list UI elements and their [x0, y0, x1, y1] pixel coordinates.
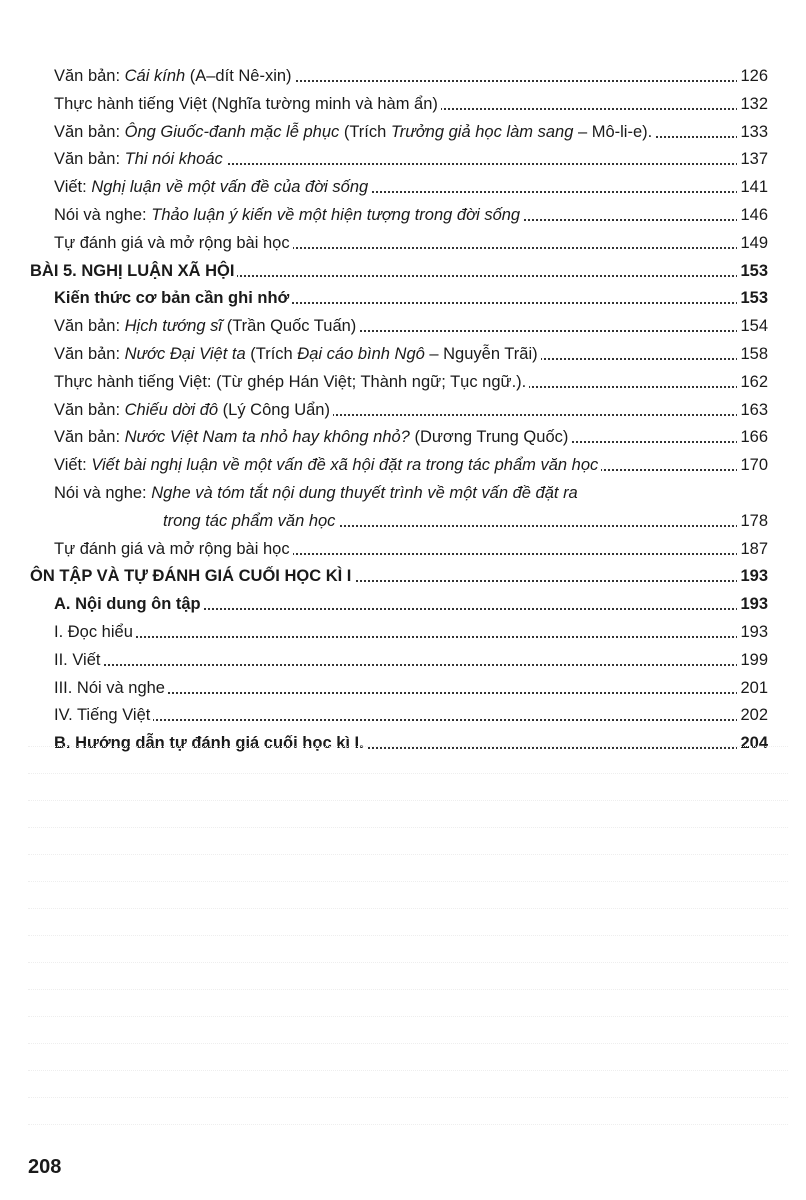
toc-entry-title	[54, 455, 601, 475]
toc-entry-title	[54, 539, 293, 559]
toc-entry	[0, 116, 806, 142]
toc-entry-page: 193	[737, 594, 768, 614]
title-segment: Nước Đại Việt ta	[124, 345, 246, 363]
toc-entry	[0, 616, 806, 642]
title-segment: ÔN TẬP VÀ TỰ ĐÁNH GIÁ CUỐI HỌC KÌ I	[30, 567, 352, 586]
title-segment: – Nguyễn Trãi)	[424, 345, 538, 363]
page-number: 208	[28, 1156, 62, 1178]
toc-entry-page: 202	[737, 705, 768, 725]
dot-leader	[64, 664, 766, 666]
toc-entry	[0, 199, 806, 225]
title-segment: Tự đánh giá và mở rộng bài học	[54, 539, 290, 558]
title-segment: (Trích	[245, 345, 298, 363]
toc-entry-page: 193	[737, 622, 768, 642]
toc-entry-title	[30, 261, 237, 281]
title-segment: Văn bản:	[54, 150, 125, 169]
bleed-through-background	[28, 720, 788, 1140]
title-segment: Trưởng giả học làm sang	[390, 122, 574, 141]
toc-entry-title	[54, 177, 371, 197]
toc-entry-page: 141	[737, 177, 768, 197]
toc-entry-title	[163, 511, 338, 531]
title-segment: IV. Tiếng Việt	[54, 706, 151, 725]
toc-entry-title	[30, 566, 354, 586]
title-segment: (Lý Công Uẩn)	[218, 400, 330, 419]
toc-entry	[0, 644, 806, 670]
title-segment: (A–dít Nê-xin)	[185, 67, 292, 85]
toc-entry	[0, 366, 806, 392]
toc-entry-title	[54, 372, 529, 392]
title-segment: Ông Giuốc-đanh mặc lễ phục	[124, 122, 340, 141]
toc-entry-title	[54, 233, 293, 253]
title-segment: Nói và nghe:	[54, 484, 152, 502]
title-segment: Viết:	[54, 178, 92, 197]
dot-leader	[64, 692, 766, 694]
toc-entry-title	[54, 205, 523, 225]
toc-entry	[0, 672, 806, 698]
title-segment: Văn bản:	[54, 428, 125, 447]
title-segment: A. Nội dung ôn tập	[54, 595, 201, 614]
title-segment: II. Viết	[54, 650, 101, 669]
toc-entry-title	[54, 66, 295, 86]
toc-entry-page: 153	[737, 288, 768, 308]
title-segment: (Trần Quốc Tuấn)	[222, 317, 357, 336]
toc-entry-page: 149	[737, 233, 768, 253]
toc-entry-page: 146	[737, 205, 768, 225]
toc-entry	[0, 560, 806, 586]
toc-entry	[0, 282, 806, 308]
toc-entry	[0, 394, 806, 420]
toc-entry-page: 178	[737, 511, 768, 531]
toc-entry-title	[54, 678, 168, 698]
dot-leader	[64, 636, 766, 638]
toc-entry-title	[54, 149, 226, 169]
title-segment: Văn bản:	[54, 67, 125, 85]
title-segment: Cái kính	[124, 67, 186, 85]
toc-entry-page: 201	[737, 678, 768, 698]
toc-entry-title	[54, 594, 204, 614]
toc-entry	[0, 588, 806, 614]
title-segment: Hịch tướng sĩ	[124, 317, 223, 336]
title-segment: Nước Việt Nam ta nhỏ hay không nhỏ?	[124, 428, 410, 447]
toc-entry-title	[54, 483, 581, 503]
toc-entry-page: 166	[737, 427, 768, 447]
toc-entry	[0, 88, 806, 114]
toc-entry-page: 154	[737, 316, 768, 336]
title-segment: Nói và nghe:	[54, 206, 152, 224]
toc-entry-page: 158	[737, 344, 768, 364]
toc-entry-page: 204	[737, 733, 768, 753]
toc-entry-page: 126	[737, 66, 768, 86]
toc-entry-page: 132	[737, 94, 768, 114]
toc-entry-page: 193	[737, 566, 768, 586]
toc-entry	[0, 227, 806, 253]
title-segment: Thảo luận ý kiến về một hiện tượng trong đời sống	[151, 206, 521, 224]
title-segment: Thi nói khoác	[124, 150, 223, 169]
title-segment: Viết bài nghị luận về một vấn đề xã hội đặt ra trong tác phẩm văn học	[91, 456, 599, 475]
title-segment: Văn bản:	[54, 345, 125, 363]
title-segment: I. Đọc hiểu	[54, 623, 133, 641]
toc-entry-page: 137	[737, 149, 768, 169]
toc-entry-title	[54, 400, 333, 420]
toc-entry	[0, 421, 806, 447]
title-segment: Văn bản:	[54, 317, 125, 336]
toc-entry	[0, 60, 806, 86]
title-segment: Nghe và tóm tắt nội dung thuyết trình về một vấn đề đặt ra	[151, 484, 578, 502]
title-segment: BÀI 5. NGHỊ LUẬN XÃ HỘI	[30, 261, 235, 280]
toc-entry	[0, 143, 806, 169]
toc-entry-title	[54, 622, 136, 642]
title-segment: trong tác phẩm văn học	[163, 511, 336, 530]
toc-entry-page: 199	[737, 650, 768, 670]
title-segment: Thực hành tiếng Việt: (Từ ghép Hán Việt; Thành ngữ; Tục ngữ.).	[54, 372, 527, 391]
title-segment: III. Nói và nghe	[54, 678, 165, 697]
title-segment: Chiếu dời đô	[124, 400, 219, 419]
toc-entry-page: 187	[737, 539, 768, 559]
toc-entry-title	[54, 288, 292, 308]
toc-entry	[0, 310, 806, 336]
title-segment: Tự đánh giá và mở rộng bài học	[54, 233, 290, 252]
title-segment: Văn bản:	[54, 400, 125, 419]
toc-entry-title	[54, 650, 103, 670]
toc-entry-page: 163	[737, 400, 768, 420]
title-segment: Văn bản:	[54, 122, 125, 141]
title-segment: – Mô-li-e).	[573, 122, 653, 141]
title-segment: Viết:	[54, 456, 92, 475]
title-segment: Đại cáo bình Ngô	[297, 345, 425, 363]
title-segment: (Trích	[339, 122, 391, 141]
toc-entry	[0, 449, 806, 475]
toc-entry-page: 170	[737, 455, 768, 475]
title-segment: (Dương Trung Quốc)	[409, 428, 569, 447]
toc-entry	[0, 338, 806, 364]
toc-entry	[0, 505, 806, 531]
toc-entry	[0, 255, 806, 281]
toc-entry	[0, 171, 806, 197]
toc-entry-page: 153	[737, 261, 768, 281]
toc-entry-page: 162	[737, 372, 768, 392]
title-segment: Thực hành tiếng Việt (Nghĩa tường minh và hàm ẩn)	[54, 94, 438, 113]
toc-entry-title	[54, 344, 541, 364]
toc-entry	[0, 477, 806, 503]
toc-entry-title	[54, 427, 571, 447]
toc-entry-page: 133	[737, 122, 768, 142]
toc-entry-title	[54, 94, 441, 114]
toc-entry-title	[54, 122, 655, 142]
title-segment: Nghị luận về một vấn đề của đời sống	[91, 178, 369, 197]
toc-entry	[0, 533, 806, 559]
title-segment: Kiến thức cơ bản cần ghi nhớ	[54, 289, 290, 308]
toc-entry-title	[54, 316, 359, 336]
title-segment: B. Hướng dẫn tự đánh giá cuối học kì I.	[54, 734, 364, 753]
